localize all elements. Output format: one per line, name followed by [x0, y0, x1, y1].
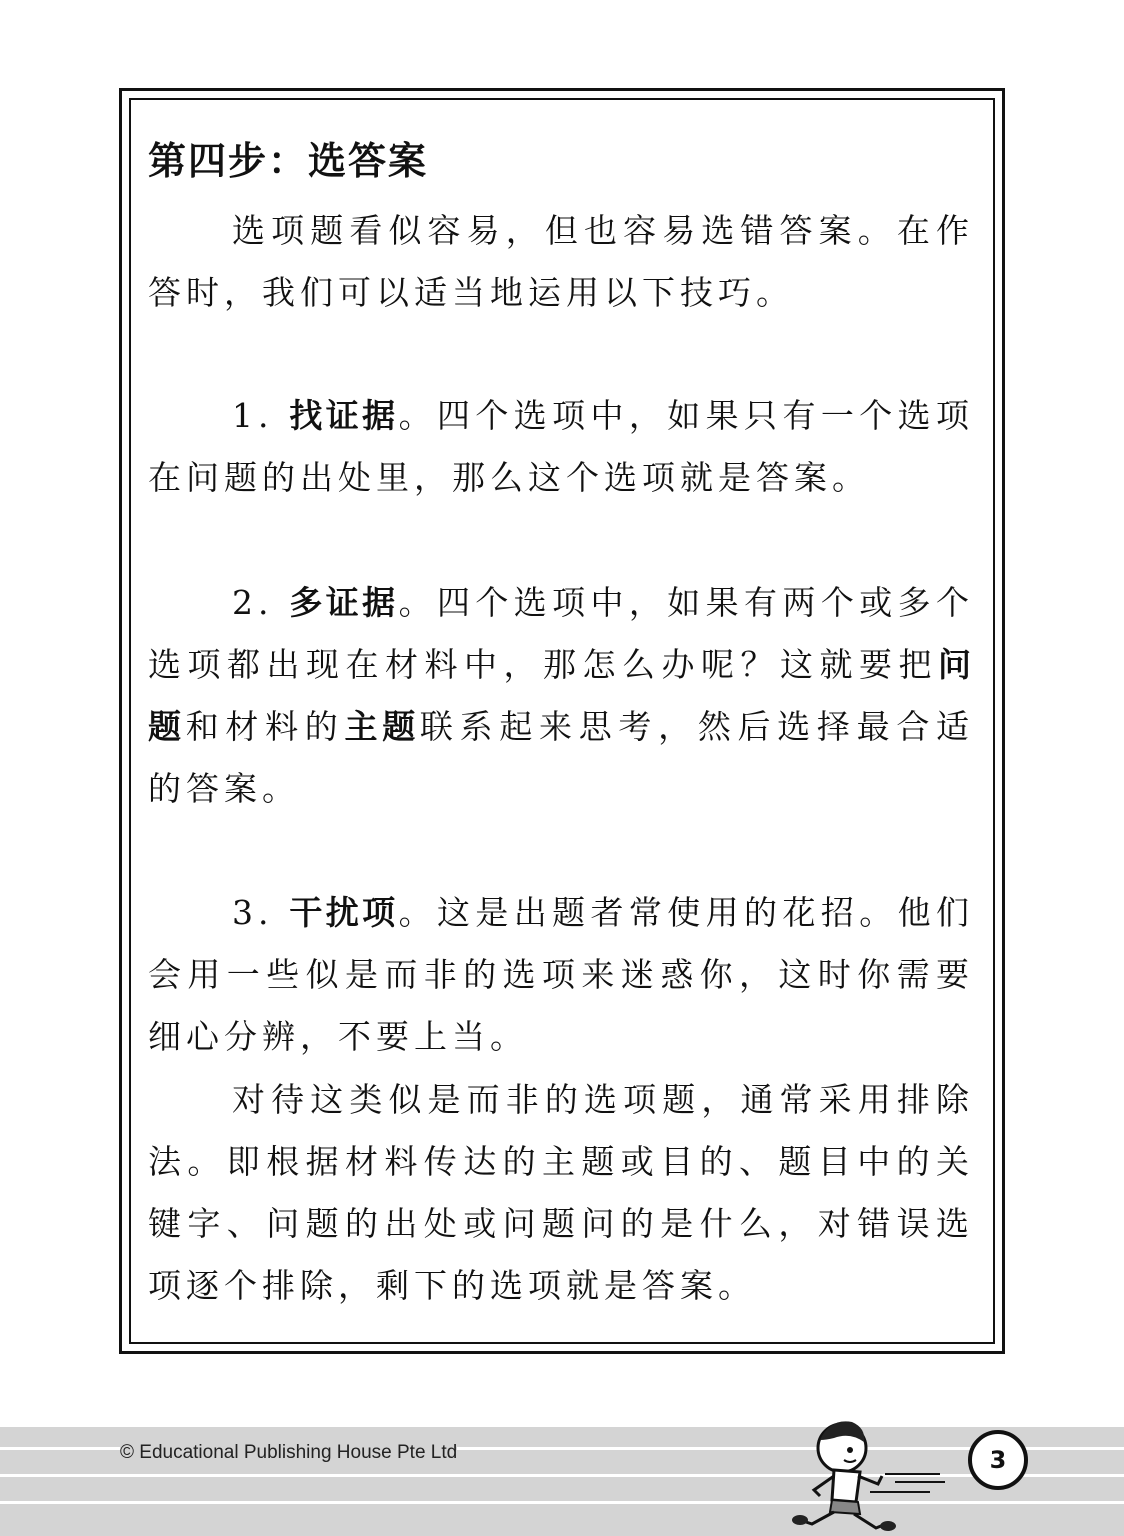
running-boy-illustration — [790, 1410, 970, 1536]
tip-2-text-a: 。四个选项中，如果有两个或多个选项都出现在材料中，那怎么办呢？这就要把 — [148, 583, 975, 684]
closing-paragraph: 对待这类似是而非的选项题，通常采用排除法。即根据材料传达的主题或目的、题目中的关键字、问题的出处或问题问的是什么，对错误选项逐个排除，剩下的选项就是答案。 — [148, 1080, 974, 1305]
tip-1-title: 找证据 — [289, 396, 399, 435]
tip-3-paragraph — [148, 882, 974, 1068]
tip-2-number: 2. — [232, 583, 274, 622]
tip-2-title: 多证据 — [289, 583, 399, 622]
tip-2-keyword-question: 问题 — [148, 645, 974, 746]
tip-1-paragraph — [148, 385, 974, 509]
copyright-text: © Educational Publishing House Pte Ltd — [120, 1442, 458, 1463]
tip-3-title: 干扰项 — [289, 893, 399, 932]
intro-paragraph: 选项题看似容易，但也容易选错答案。在作答时，我们可以适当地运用以下技巧。 — [148, 211, 974, 312]
tip-2-text-c: 联系起来思考，然后选择最合适的答案。 — [148, 707, 975, 808]
tip-2-keyword-theme: 主题 — [344, 707, 420, 746]
tip-3-number: 3. — [232, 893, 274, 932]
tip-3-text: 。这是出题者常使用的花招。他们会用一些似是而非的选项来迷惑你，这时你需要细心分辨，不要上当。 — [148, 893, 975, 1056]
page-number-badge: 3 — [968, 1430, 1028, 1490]
tip-1-number: 1. — [232, 396, 274, 435]
tip-2-paragraph — [148, 572, 974, 820]
tip-1-text: 。四个选项中，如果只有一个选项在问题的出处里，那么这个选项就是答案。 — [148, 396, 975, 497]
section-heading: 第四步：选答案 — [148, 138, 429, 183]
tip-2-text-b: 和材料的 — [185, 707, 345, 746]
